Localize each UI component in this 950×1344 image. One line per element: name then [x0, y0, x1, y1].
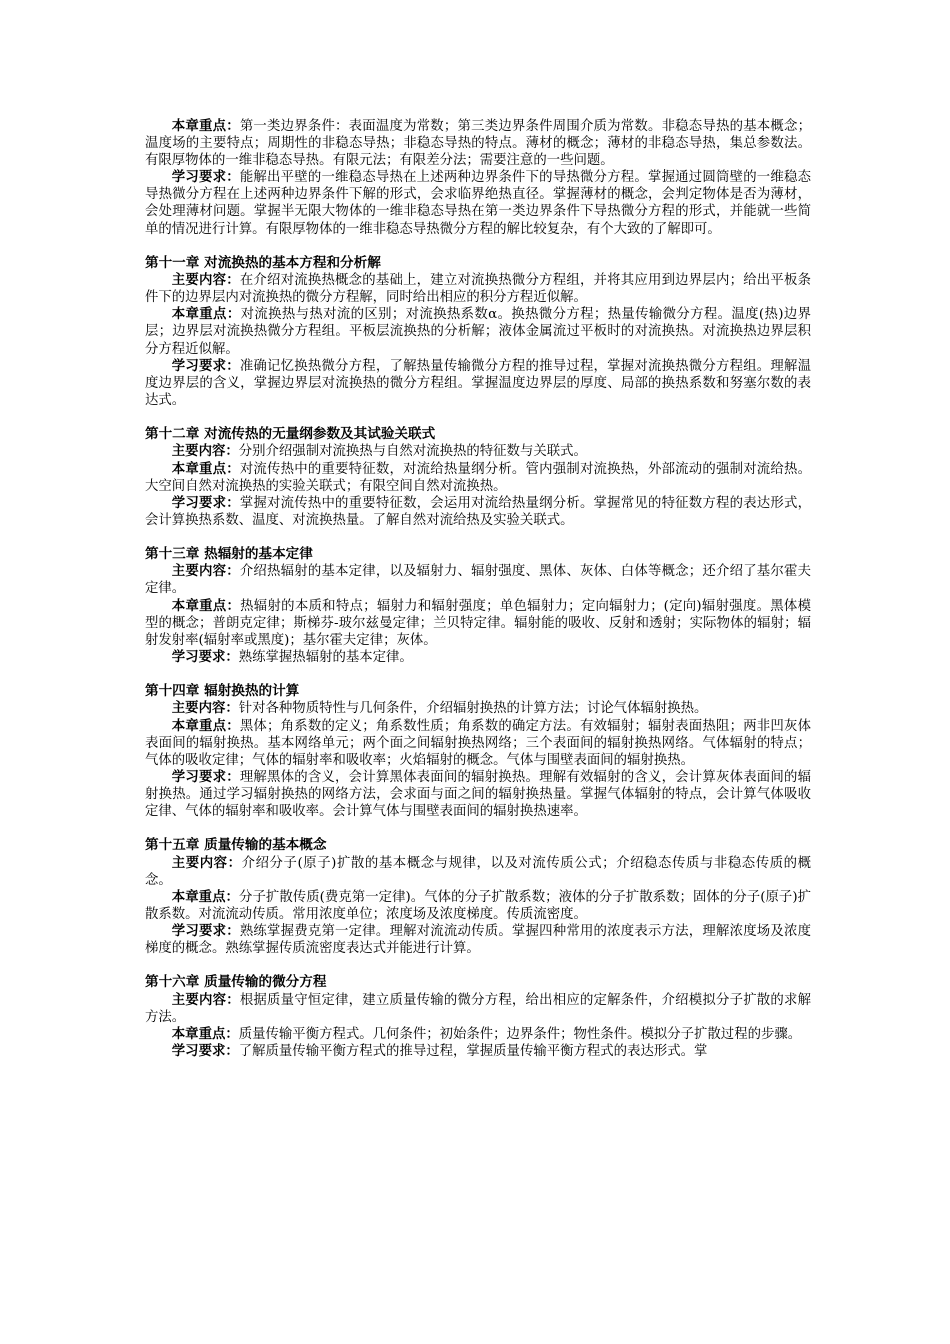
paragraph-label: 本章重点： [171, 888, 239, 905]
paragraph-text: 介绍热辐射的基本定律，以及辐射力、辐射强度、黑体、灰体、白体等概念；还介绍了基尔霍夫定律。 [145, 564, 812, 597]
chapter-title: 第十一章 对流换热的基本方程和分析解 [145, 254, 381, 271]
chapter-title: 第十三章 热辐射的基本定律 [145, 545, 313, 562]
paragraph-text: 第一类边界条件：表面温度为常数；第三类边界条件周围介质为常数。非稳态导热的基本概念；温度场的主要特点；周期性的非稳态导热；非稳态导热的特点。薄材的概念；薄材的非稳态导热，集总参数法。有限厚物体的一维非稳态导热。有限元法；有限差分法；需要注意的一些问题。 [145, 119, 812, 169]
chapter-paragraph [145, 272, 811, 306]
chapter-paragraph [145, 358, 811, 409]
chapter-paragraph [145, 700, 811, 717]
paragraph-label: 本章重点： [171, 118, 240, 134]
paragraph-label: 本章重点： [171, 597, 241, 614]
paragraph-text: 介绍分子(原子)扩散的基本概念与规律，以及对流传质公式；介绍稳态传质与非稳态传质的概念。 [145, 855, 812, 888]
chapter-12 [145, 426, 811, 529]
paragraph-text: 对流传热中的重要特征数，对流给热量纲分析。管内强制对流换热，外部流动的强制对流给热。大空间自然对流换热的实验关联式；有限空间自然对流换热。 [145, 461, 812, 494]
paragraph-label: 学习要求： [171, 1042, 239, 1059]
chapter-paragraph [145, 855, 811, 889]
paragraph-text: 分别介绍强制对流换热与自然对流换热的特征数与关联式。 [238, 444, 587, 460]
chapter-paragraph [145, 718, 811, 769]
chapter-title: 第十六章 质量传输的微分方程 [145, 974, 327, 991]
paragraph-text: 针对各种物质特性与几何条件，介绍辐射换热的计算方法；讨论气体辐射换热。 [238, 701, 708, 717]
paragraph-text: 掌握对流传热中的重要特征数，会运用对流给热量纲分析。掌握常见的特征数方程的表达形式，会计算换热系数、温度、对流换热量。了解自然对流给热及实验关联式。 [145, 495, 812, 528]
document-page [145, 118, 811, 1060]
paragraph-text: 在介绍对流换热概念的基础上，建立对流换热微分方程组，并将其应用到边界层内；给出平板条件下的边界层内对流换热的微分方程解，同时给出相应的积分方程近似解。 [145, 273, 812, 306]
chapter-11 [145, 255, 811, 409]
paragraph-label: 主要内容： [171, 443, 239, 460]
chapter-13 [145, 546, 811, 666]
paragraph-text: 黑体；角系数的定义；角系数性质；角系数的确定方法。有效辐射；辐射表面热阻；两非凹灰体表面间的辐射换热。基本网络单元；两个面之间辐射换热网络；三个表面间的辐射换热网络。气体辐射的特点；气体的吸收定律；气体的辐射率和吸收率；火焰辐射的概念。气体与围壁表面间的辐射换热。 [145, 718, 812, 768]
chapter-paragraph [145, 563, 811, 597]
paragraph-label: 主要内容： [171, 700, 239, 717]
paragraph-text: 热辐射的本质和特点；辐射力和辐射强度；单色辐射力；定向辐射力；(定向)辐射强度。黑体模型的概念；普朗克定律；斯梯芬-玻尔兹曼定律；兰贝特定律。辐射能的吸收、反射和透射；实际物体的辐射；辐射发射率(辐射率或黑度)；基尔霍夫定律；灰体。 [145, 598, 811, 648]
paragraph-label: 本章重点： [171, 306, 241, 323]
paragraph-text: 对流换热与热对流的区别；对流换热系数α。换热微分方程；热量传输微分方程。温度(热)边界层；边界层对流换热微分方程组。平板层流换热的分析解；液体金属流过平板时的对流换热。对流换热边界层积分方程近似解。 [145, 307, 811, 357]
paragraph-text: 根据质量守恒定律，建立质量传输的微分方程，给出相应的定解条件，介绍模拟分子扩散的求解方法。 [145, 992, 812, 1025]
intro-section [145, 118, 811, 238]
chapter-title: 第十四章 辐射换热的计算 [145, 682, 300, 699]
paragraph-label: 学习要求： [171, 169, 240, 186]
paragraph-label: 学习要求： [171, 494, 240, 511]
paragraph-label: 主要内容： [171, 991, 240, 1008]
chapter-paragraph [145, 443, 811, 460]
chapter-paragraph [145, 992, 811, 1026]
paragraph-label: 本章重点： [171, 717, 240, 734]
paragraph-label: 学习要求： [171, 768, 240, 785]
chapter-paragraph [145, 923, 811, 957]
paragraph-text: 准确记忆换热微分方程，了解热量传输微分方程的推导过程，掌握对流换热微分方程组。理解温度边界层的含义，掌握边界层对流换热的微分方程组。掌握温度边界层的厚度、局部的换热系数和努塞尔数的表达式。 [145, 358, 812, 408]
paragraph-label: 本章重点： [171, 460, 240, 477]
chapter-14 [145, 683, 811, 820]
chapter-paragraph [145, 461, 811, 495]
paragraph-text: 理解黑体的含义，会计算黑体表面间的辐射换热。理解有效辐射的含义，会计算灰体表面间的辐射换热。通过学习辐射换热的网络方法，会求面与面之间的辐射换热量。掌握气体辐射的特点，会计算气体吸收定律、气体的辐射率和吸收率。会计算气体与围壁表面间的辐射换热速率。 [145, 769, 812, 819]
paragraph-text: 熟练掌握费克第一定律。理解对流流动传质。掌握四种常用的浓度表示方法，理解浓度场及浓度梯度的概念。熟练掌握传质流密度表达式并能进行计算。 [145, 923, 812, 957]
chapter-paragraph [145, 889, 811, 923]
paragraph-label: 主要内容： [171, 563, 240, 580]
chapter-paragraph [145, 598, 811, 649]
paragraph-label: 本章重点： [171, 1025, 239, 1042]
chapter-15 [145, 837, 811, 957]
paragraph-label: 学习要求： [171, 648, 239, 665]
paragraph-label: 学习要求： [171, 357, 240, 374]
chapter-paragraph [145, 649, 811, 666]
chapter-paragraph [145, 495, 811, 529]
chapter-title: 第十五章 质量传输的基本概念 [145, 837, 327, 854]
paragraph-text: 熟练掌握热辐射的基本定律。 [238, 649, 413, 665]
chapter-title: 第十二章 对流传热的无量纲参数及其试验关联式 [145, 425, 436, 442]
chapter-paragraph [145, 1043, 811, 1060]
intro-paragraph [145, 169, 811, 237]
paragraph-text: 分子扩散传质(费克第一定律)。气体的分子扩散系数；液体的分子扩散系数；固体的分子(原子)扩散系数。对流流动传质。常用浓度单位；浓度场及浓度梯度。传质流密度。 [145, 889, 811, 922]
intro-paragraph [145, 118, 811, 169]
chapter-paragraph [145, 1026, 811, 1043]
paragraph-label: 学习要求： [171, 922, 240, 939]
paragraph-text: 了解质量传输平衡方程式的推导过程，掌握质量传输平衡方程式的表达形式。掌 [238, 1043, 708, 1059]
chapter-16 [145, 974, 811, 1060]
paragraph-text: 质量传输平衡方程式。几何条件；初始条件；边界条件；物性条件。模拟分子扩散过程的步骤。 [238, 1026, 802, 1042]
paragraph-text: 能解出平壁的一维稳态导热在上述两种边界条件下的导热微分方程。掌握通过圆筒壁的一维稳态导热微分方程在上述两种边界条件下解的形式，会求临界绝热直径。掌握薄材的概念，会判定物体是否为薄材，会处理薄材问题。掌握半无限大物体的一维非稳态导热在第一类边界条件下导热微分方程的形式，并能就一些简单的情况进行计算。有限厚物体的一维非稳态导热微分方程的解比较复杂，有个大致的了解即可。 [145, 170, 812, 237]
chapter-paragraph [145, 306, 811, 357]
chapter-paragraph [145, 769, 811, 820]
paragraph-label: 主要内容： [171, 272, 240, 289]
paragraph-label: 主要内容： [171, 854, 242, 871]
